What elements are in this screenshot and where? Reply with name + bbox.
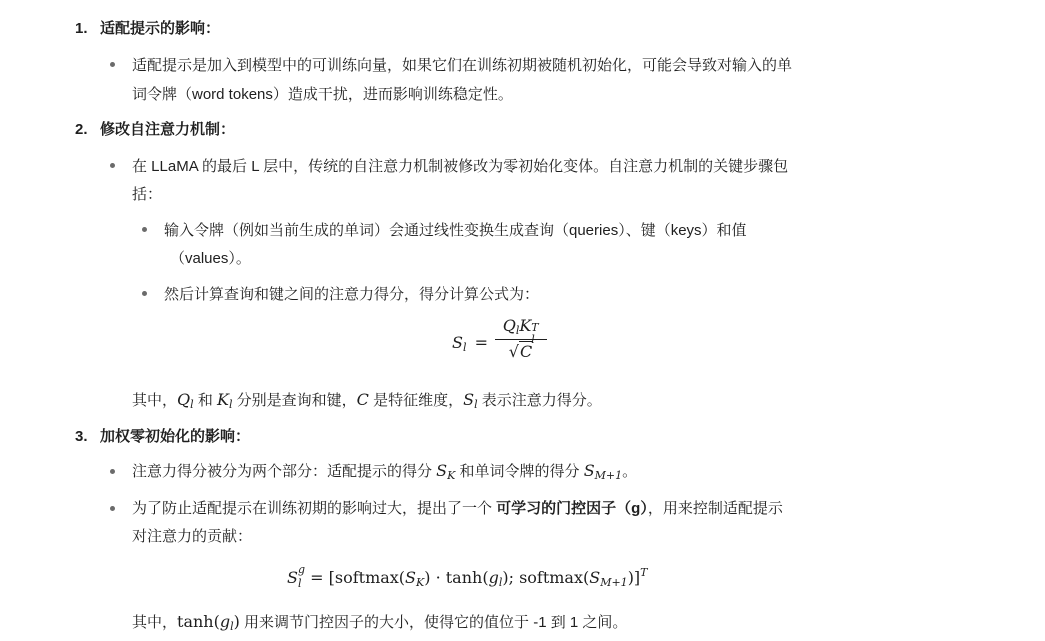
section-3-heading bbox=[75, 425, 250, 446]
formula-explanation: 其中，$Q_l$ 和 $K_l$ 分别是查询和键，C 是特征维度，$S_l$ 表示注意力得分。 bbox=[132, 390, 602, 411]
formula-fraction bbox=[495, 316, 547, 361]
sub-bullet-dot bbox=[142, 227, 147, 232]
fraction-bar bbox=[495, 339, 547, 340]
paragraph-line: 括： bbox=[132, 186, 163, 203]
section-title: 修改自注意力机制： bbox=[100, 121, 236, 138]
paragraph-line: 注意力得分被分为两个部分：适配提示的得分 $S_K$ 和单词令牌的得分 $S_{M+1}$。 bbox=[132, 461, 638, 482]
emphasis-text: 可学习的门控因子（g） bbox=[496, 500, 648, 517]
formula-2: S g l = [$softmax(S_K) \cdot \tanh(g_l)$; $softmax(S_{M+1})]^T$ bbox=[287, 563, 648, 590]
paragraph-line: 为了防止适配提示在训练初期的影响过大，提出了一个 可学习的门控因子（g），用来控制适配提示 bbox=[132, 500, 783, 517]
section-number: 2. bbox=[75, 121, 88, 138]
bullet-dot bbox=[110, 469, 115, 474]
paragraph-line: 词令牌（word tokens）造成干扰，进而影响训练稳定性。 bbox=[132, 86, 513, 103]
section-number: 1. bbox=[75, 20, 88, 37]
section-2-heading bbox=[75, 118, 235, 139]
bullet-dot bbox=[110, 163, 115, 168]
bullet-dot bbox=[110, 506, 115, 511]
fraction-numerator: $Q_lK$ T l bbox=[502, 316, 539, 346]
sub-paragraph-line: 输入令牌（例如当前生成的单词）会通过线性变换生成查询（queries）、键（keys）和值 bbox=[164, 222, 747, 239]
paragraph-line: 在 LLaMA 的最后 L 层中，传统的自注意力机制被修改为零初始化变体。自注意力机制的关键步骤包 bbox=[132, 158, 789, 175]
paragraph-line: 对注意力的贡献： bbox=[132, 528, 253, 545]
section-title: 适配提示的影响： bbox=[100, 20, 221, 37]
formula-explanation: 其中，$\tanh(g_l)$ 用来调节门控因子的大小，使得它的值位于 -1 到 1 之间。 bbox=[132, 612, 628, 633]
section-title: 加权零初始化的影响： bbox=[100, 428, 251, 445]
sub-paragraph-line: 然后计算查询和键之间的注意力得分，得分计算公式为： bbox=[164, 286, 540, 303]
sub-bullet-dot bbox=[142, 291, 147, 296]
formula-lhs: $S_l$ = bbox=[452, 333, 489, 354]
sub-paragraph-line: （values）。 bbox=[170, 250, 251, 267]
paragraph-line: 适配提示是加入到模型中的可训练向量，如果它们在训练初期被随机初始化，可能会导致对输入的单 bbox=[132, 57, 793, 74]
fraction-denominator: √C bbox=[508, 342, 533, 361]
section-number: 3. bbox=[75, 428, 88, 445]
section-1-heading bbox=[75, 17, 220, 38]
bullet-dot bbox=[110, 62, 115, 67]
